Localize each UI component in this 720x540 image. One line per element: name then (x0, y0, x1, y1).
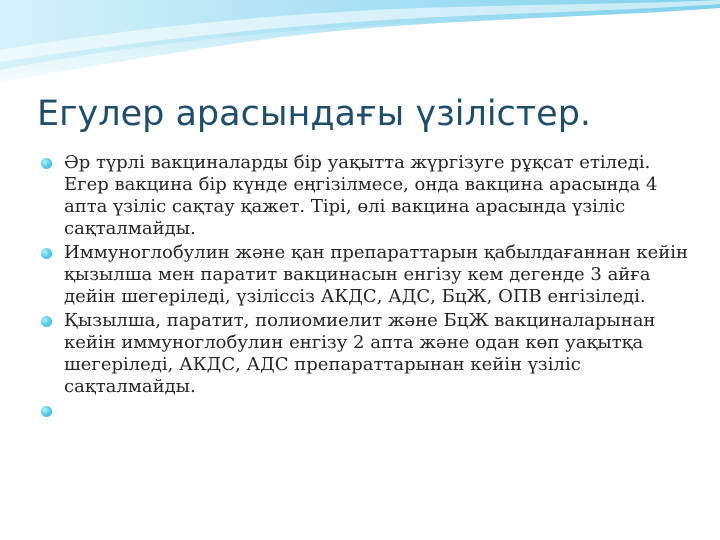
bullet-item (37, 242, 689, 308)
bullet-icon (41, 406, 52, 417)
bullet-item (37, 310, 689, 398)
bullet-icon (41, 248, 52, 259)
bullet-text: Иммуноглобулин және қан препараттарын қабылдағаннан кейін қызылша мен паратит вакцинасын енгізу кем дегенде 3 айға дейін шегеріледі, үзіліссіз АКДС, АДС, БцЖ, ОПВ енгізіледі. (64, 242, 689, 307)
bullet-list (37, 152, 689, 424)
bullet-icon (41, 158, 52, 169)
bullet-item (37, 152, 689, 240)
bullet-text: Қызылша, паратит, полиомиелит және БцЖ вакциналарынан кейін иммуноглобулин енгізу 2 апта және одан көп уақытқа шегеріледі, АКДС, АДС препараттарынан кейін үзіліс сақталмайды. (64, 310, 656, 397)
bullet-text: Әр түрлі вакциналарды бір уақытта жүргізуге рұқсат етіледі. Егер вакцина бір күнде еңгізілмесе, онда вакцина арасында 4 апта үзіліс сақтау қажет. Тірі, өлі вакцина арасында үзіліс сақталмайды. (64, 152, 658, 239)
slide-title: Егулер арасындағы үзілістер. (37, 94, 592, 134)
bullet-item-empty (37, 400, 689, 422)
bullet-icon (41, 316, 52, 327)
